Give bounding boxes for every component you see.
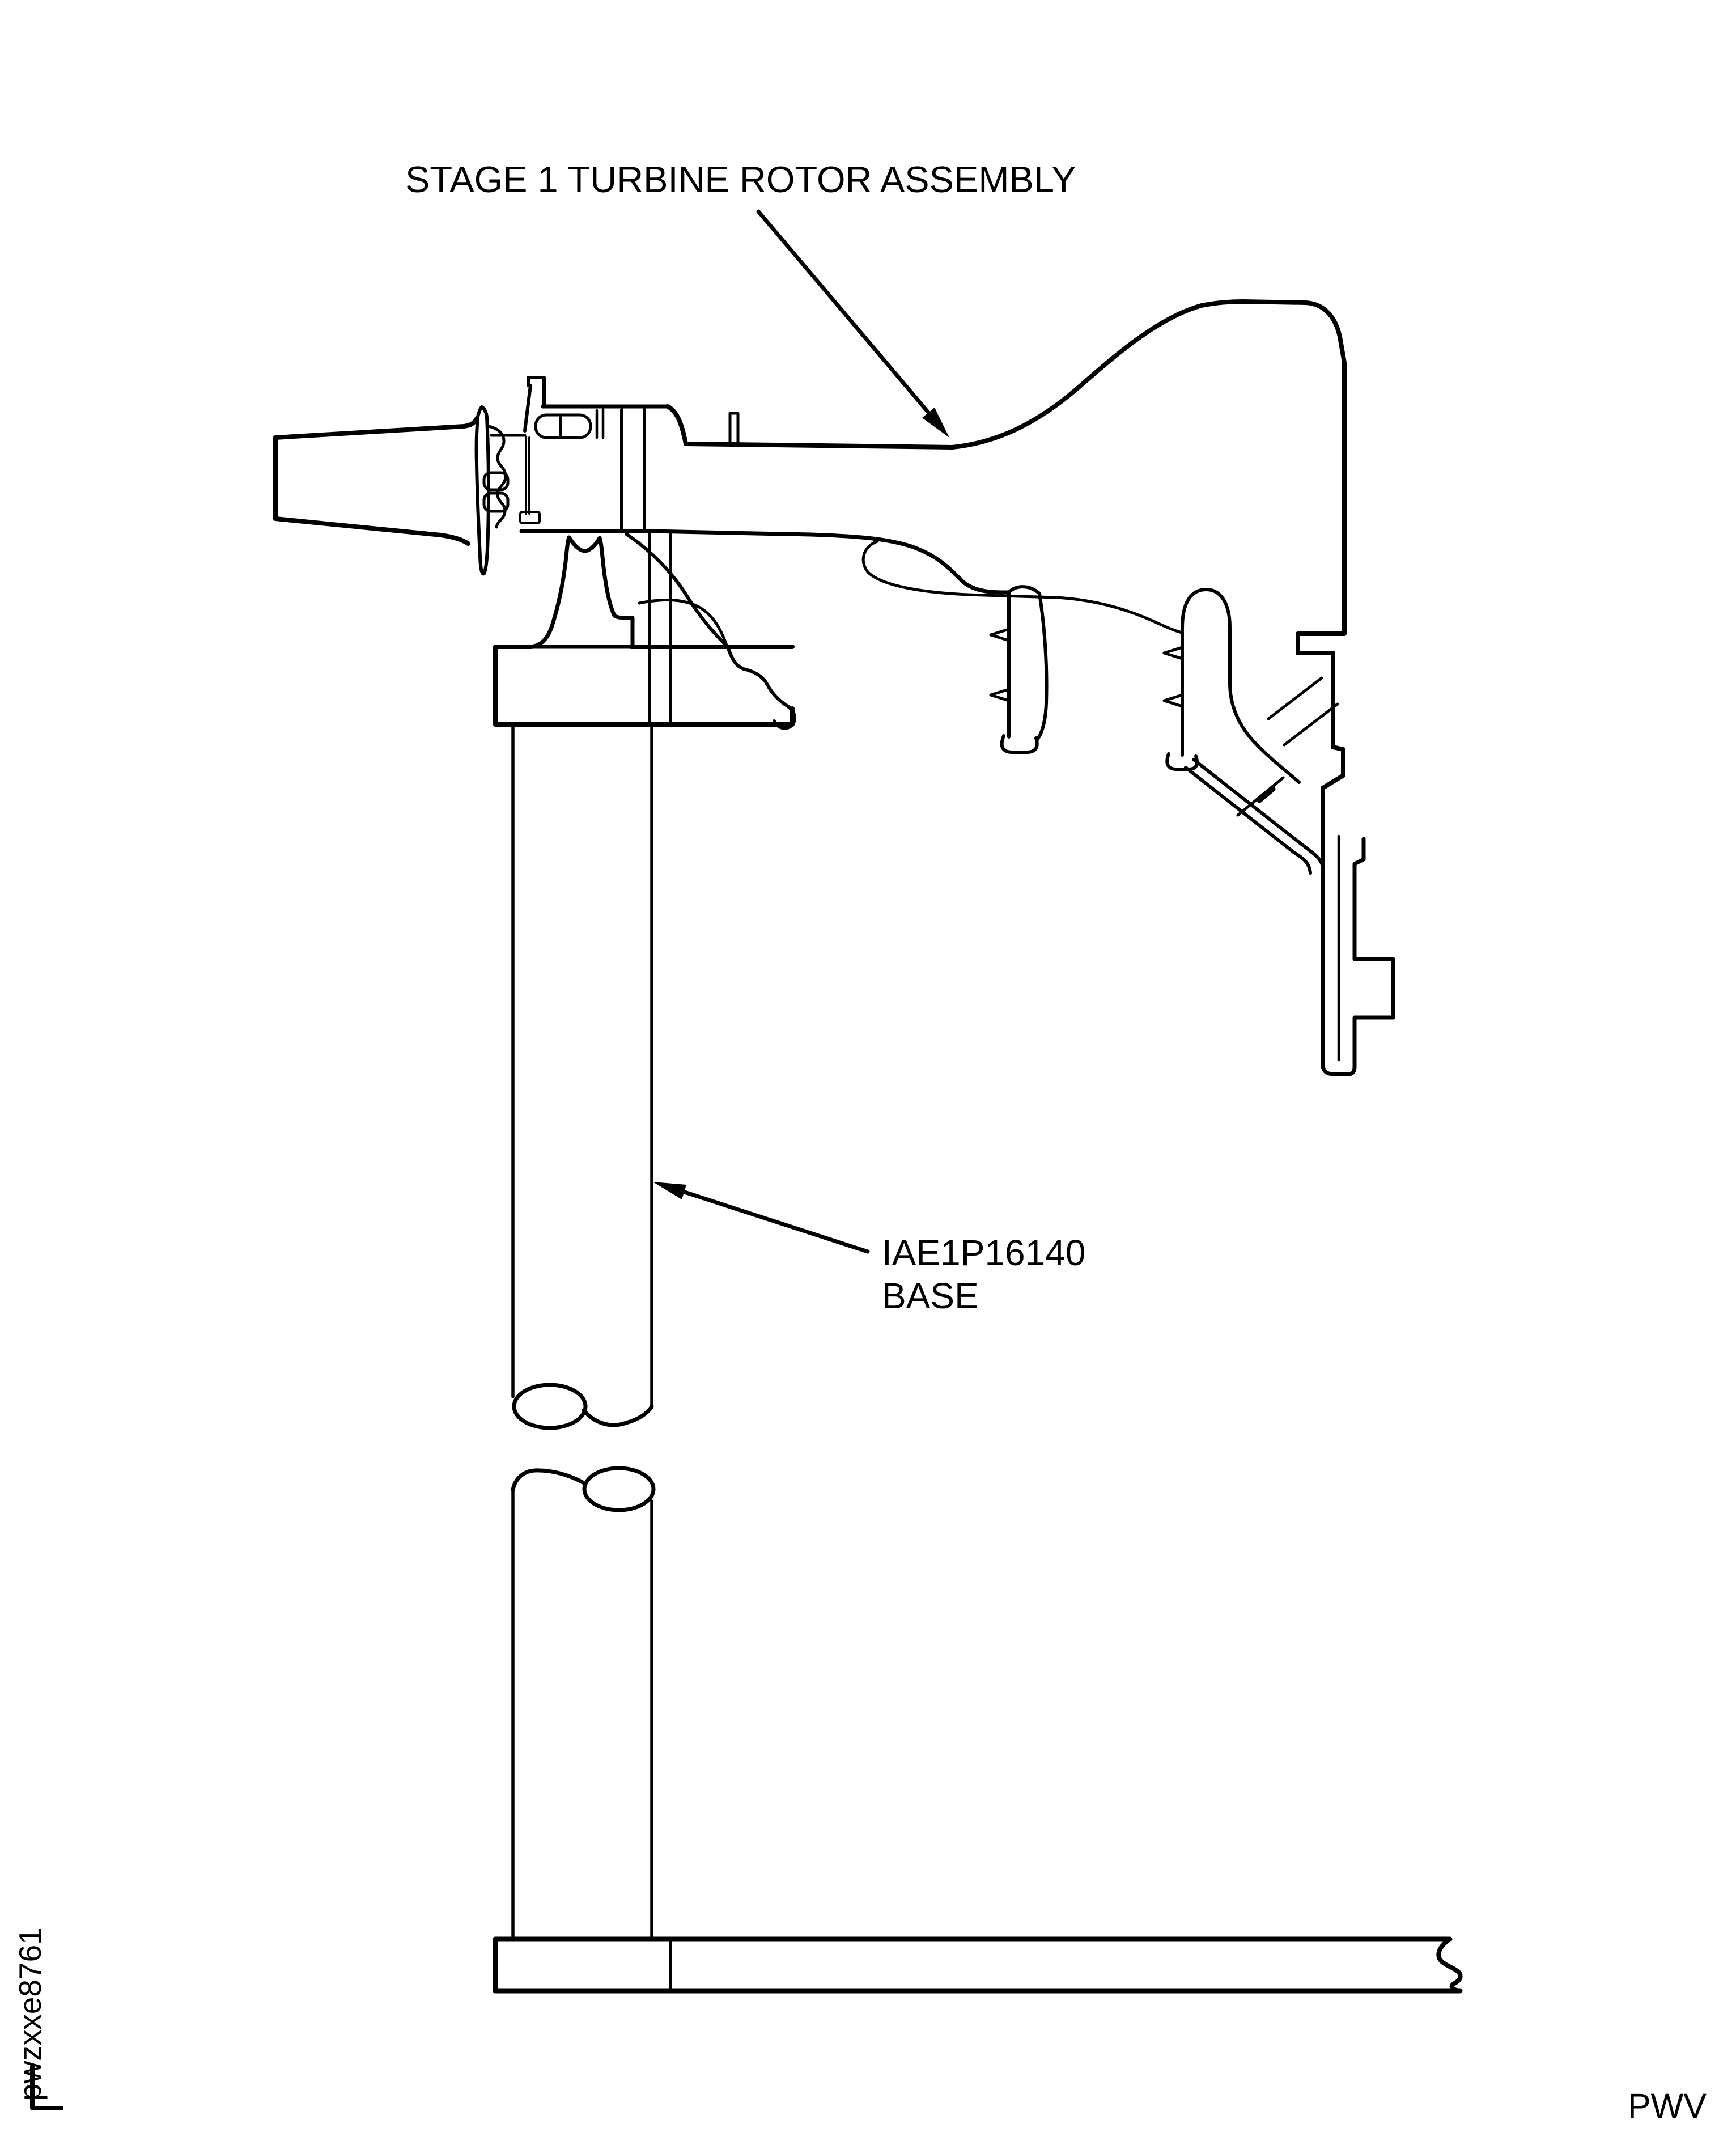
arm-underside-edge	[652, 531, 1009, 592]
bracket-a-foot	[1002, 736, 1037, 752]
publisher-code: PWV	[1628, 2087, 1707, 2125]
base-plate-break-edge	[1438, 1939, 1460, 1991]
base-leader-line	[683, 1192, 868, 1252]
base-label-name: BASE	[882, 1275, 979, 1316]
balance-tab	[730, 413, 738, 445]
base-label-part-number: IAE1P16140	[882, 1232, 1086, 1273]
rotor-stub-shaft	[275, 407, 508, 574]
horn-outline	[668, 302, 1344, 833]
base-leader-arrowhead-icon	[653, 1182, 686, 1199]
shaft-bottom-edge	[275, 519, 468, 544]
title-leader-line	[758, 211, 929, 414]
upper-column-break-curve	[584, 1406, 652, 1425]
hub-bore-band	[622, 410, 644, 531]
lower-column-break-curve	[513, 1470, 583, 1490]
disk-web-flange	[477, 407, 489, 574]
bracket-a-seal-fins	[991, 629, 1009, 701]
rotor-hub	[491, 378, 668, 531]
rear-foot-bracket	[1323, 833, 1393, 1074]
rotor-disk-arm	[626, 302, 1344, 833]
watermark-code: pwzxxe8761	[12, 1927, 48, 2101]
lower-column-break-ellipse	[584, 1468, 653, 1510]
hub-spacer-lines	[597, 409, 603, 438]
bracket-a-right-edge	[1009, 587, 1047, 740]
drawing-title: STAGE 1 TURBINE ROTOR ASSEMBLY	[405, 159, 1076, 200]
hub-bolt-slot	[536, 415, 591, 438]
leader-arrows	[653, 211, 949, 1252]
upper-column-break-ellipse	[514, 1385, 585, 1428]
bracket-b-dome	[1182, 590, 1299, 782]
bracket-b-seal-fins	[1164, 647, 1182, 706]
stand-top-block	[495, 647, 792, 724]
pedestal-cradle	[530, 537, 633, 647]
hub-pin-lines	[526, 438, 529, 514]
scoop-outer-curve	[626, 534, 795, 728]
shaft-top-edge	[275, 418, 477, 438]
diagonal-strut	[1186, 760, 1323, 873]
scoop-inner-curve	[639, 600, 727, 647]
hub-front-hook	[525, 378, 544, 431]
